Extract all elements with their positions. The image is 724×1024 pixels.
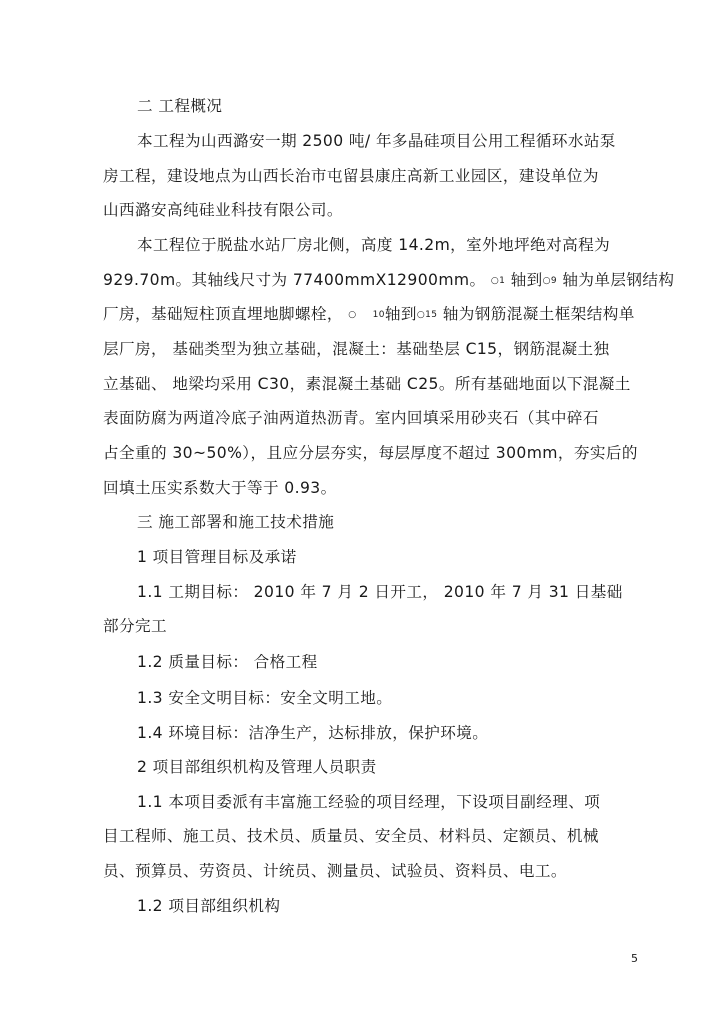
paragraph-line: 本工程为山西潞安一期 2500 吨/ 年多晶硅项目公用工程循环水站泵	[137, 132, 616, 150]
paragraph-line: 层厂房， 基础类型为独立基础，混凝土：基础垫层 C15，钢筋混凝土独	[103, 340, 610, 358]
paragraph-line: 表面防腐为两道冷底子油两道热沥青。室内回填采用砂夹石（其中碎石	[103, 409, 599, 427]
paragraph-line: 立基础、 地梁均采用 C30，素混凝土基础 C25。所有基础地面以下混凝土	[103, 375, 631, 393]
list-item-continuation: 员、预算员、劳资员、计统员、测量员、试验员、资料员、电工。	[103, 862, 567, 880]
paragraph-line: 占全重的 30~50%），且应分层夯实，每层厚度不超过 300mm，夯实后的	[103, 444, 638, 462]
axis-marker: 10	[372, 310, 385, 320]
list-item-continuation: 部分完工	[103, 617, 167, 635]
axis-marker: ○	[348, 310, 357, 320]
paragraph-line: 房工程，建设地点为山西长治市屯留县康庄高新工业园区，建设单位为	[103, 167, 599, 185]
text: 轴为钢筋混凝土框架结构单	[437, 305, 635, 323]
section-heading-overview: 二 工程概况	[137, 97, 223, 115]
list-item: 1.2 质量目标： 合格工程	[137, 653, 318, 671]
paragraph-line	[103, 304, 635, 327]
axis-marker: ○9	[542, 276, 558, 286]
text: 929.70m。其轴线尺寸为 77400mmX12900mm。	[103, 271, 486, 289]
section-heading-deployment: 三 施工部署和施工技术措施	[137, 513, 335, 531]
list-item: 1.2 项目部组织机构	[137, 897, 281, 915]
list-item: 1.1 工期目标： 2010 年 7 月 2 日开工， 2010 年 7 月 31 日基础	[137, 583, 623, 601]
paragraph-line: 回填土压实系数大于等于 0.93。	[103, 479, 337, 497]
subheading-organization: 2 项目部组织机构及管理人员职责	[137, 758, 377, 776]
list-item: 1.3 安全文明目标：安全文明工地。	[137, 689, 393, 707]
list-item: 1.1 本项目委派有丰富施工经验的项目经理，下设项目副经理、项	[137, 793, 601, 811]
text: 轴为单层钢结构	[557, 271, 675, 289]
text: 轴到	[505, 271, 543, 289]
axis-marker: ○1	[490, 276, 506, 286]
subheading-goals: 1 项目管理目标及承诺	[137, 548, 297, 566]
text: 厂房，基础短柱顶直埋地脚螺栓，	[103, 305, 343, 323]
text: 轴到	[384, 305, 417, 323]
list-item: 1.4 环境目标：洁净生产，达标排放，保护环境。	[137, 724, 489, 742]
list-item-continuation: 目工程师、施工员、技术员、质量员、安全员、材料员、定额员、机械	[103, 827, 599, 845]
axis-marker: ○15	[416, 310, 438, 320]
paragraph-line: 山西潞安高纯硅业科技有限公司。	[103, 201, 343, 219]
page-number: 5	[631, 952, 638, 965]
paragraph-line	[103, 270, 674, 293]
paragraph-line: 本工程位于脱盐水站厂房北侧，高度 14.2m，室外地坪绝对高程为	[137, 236, 611, 254]
